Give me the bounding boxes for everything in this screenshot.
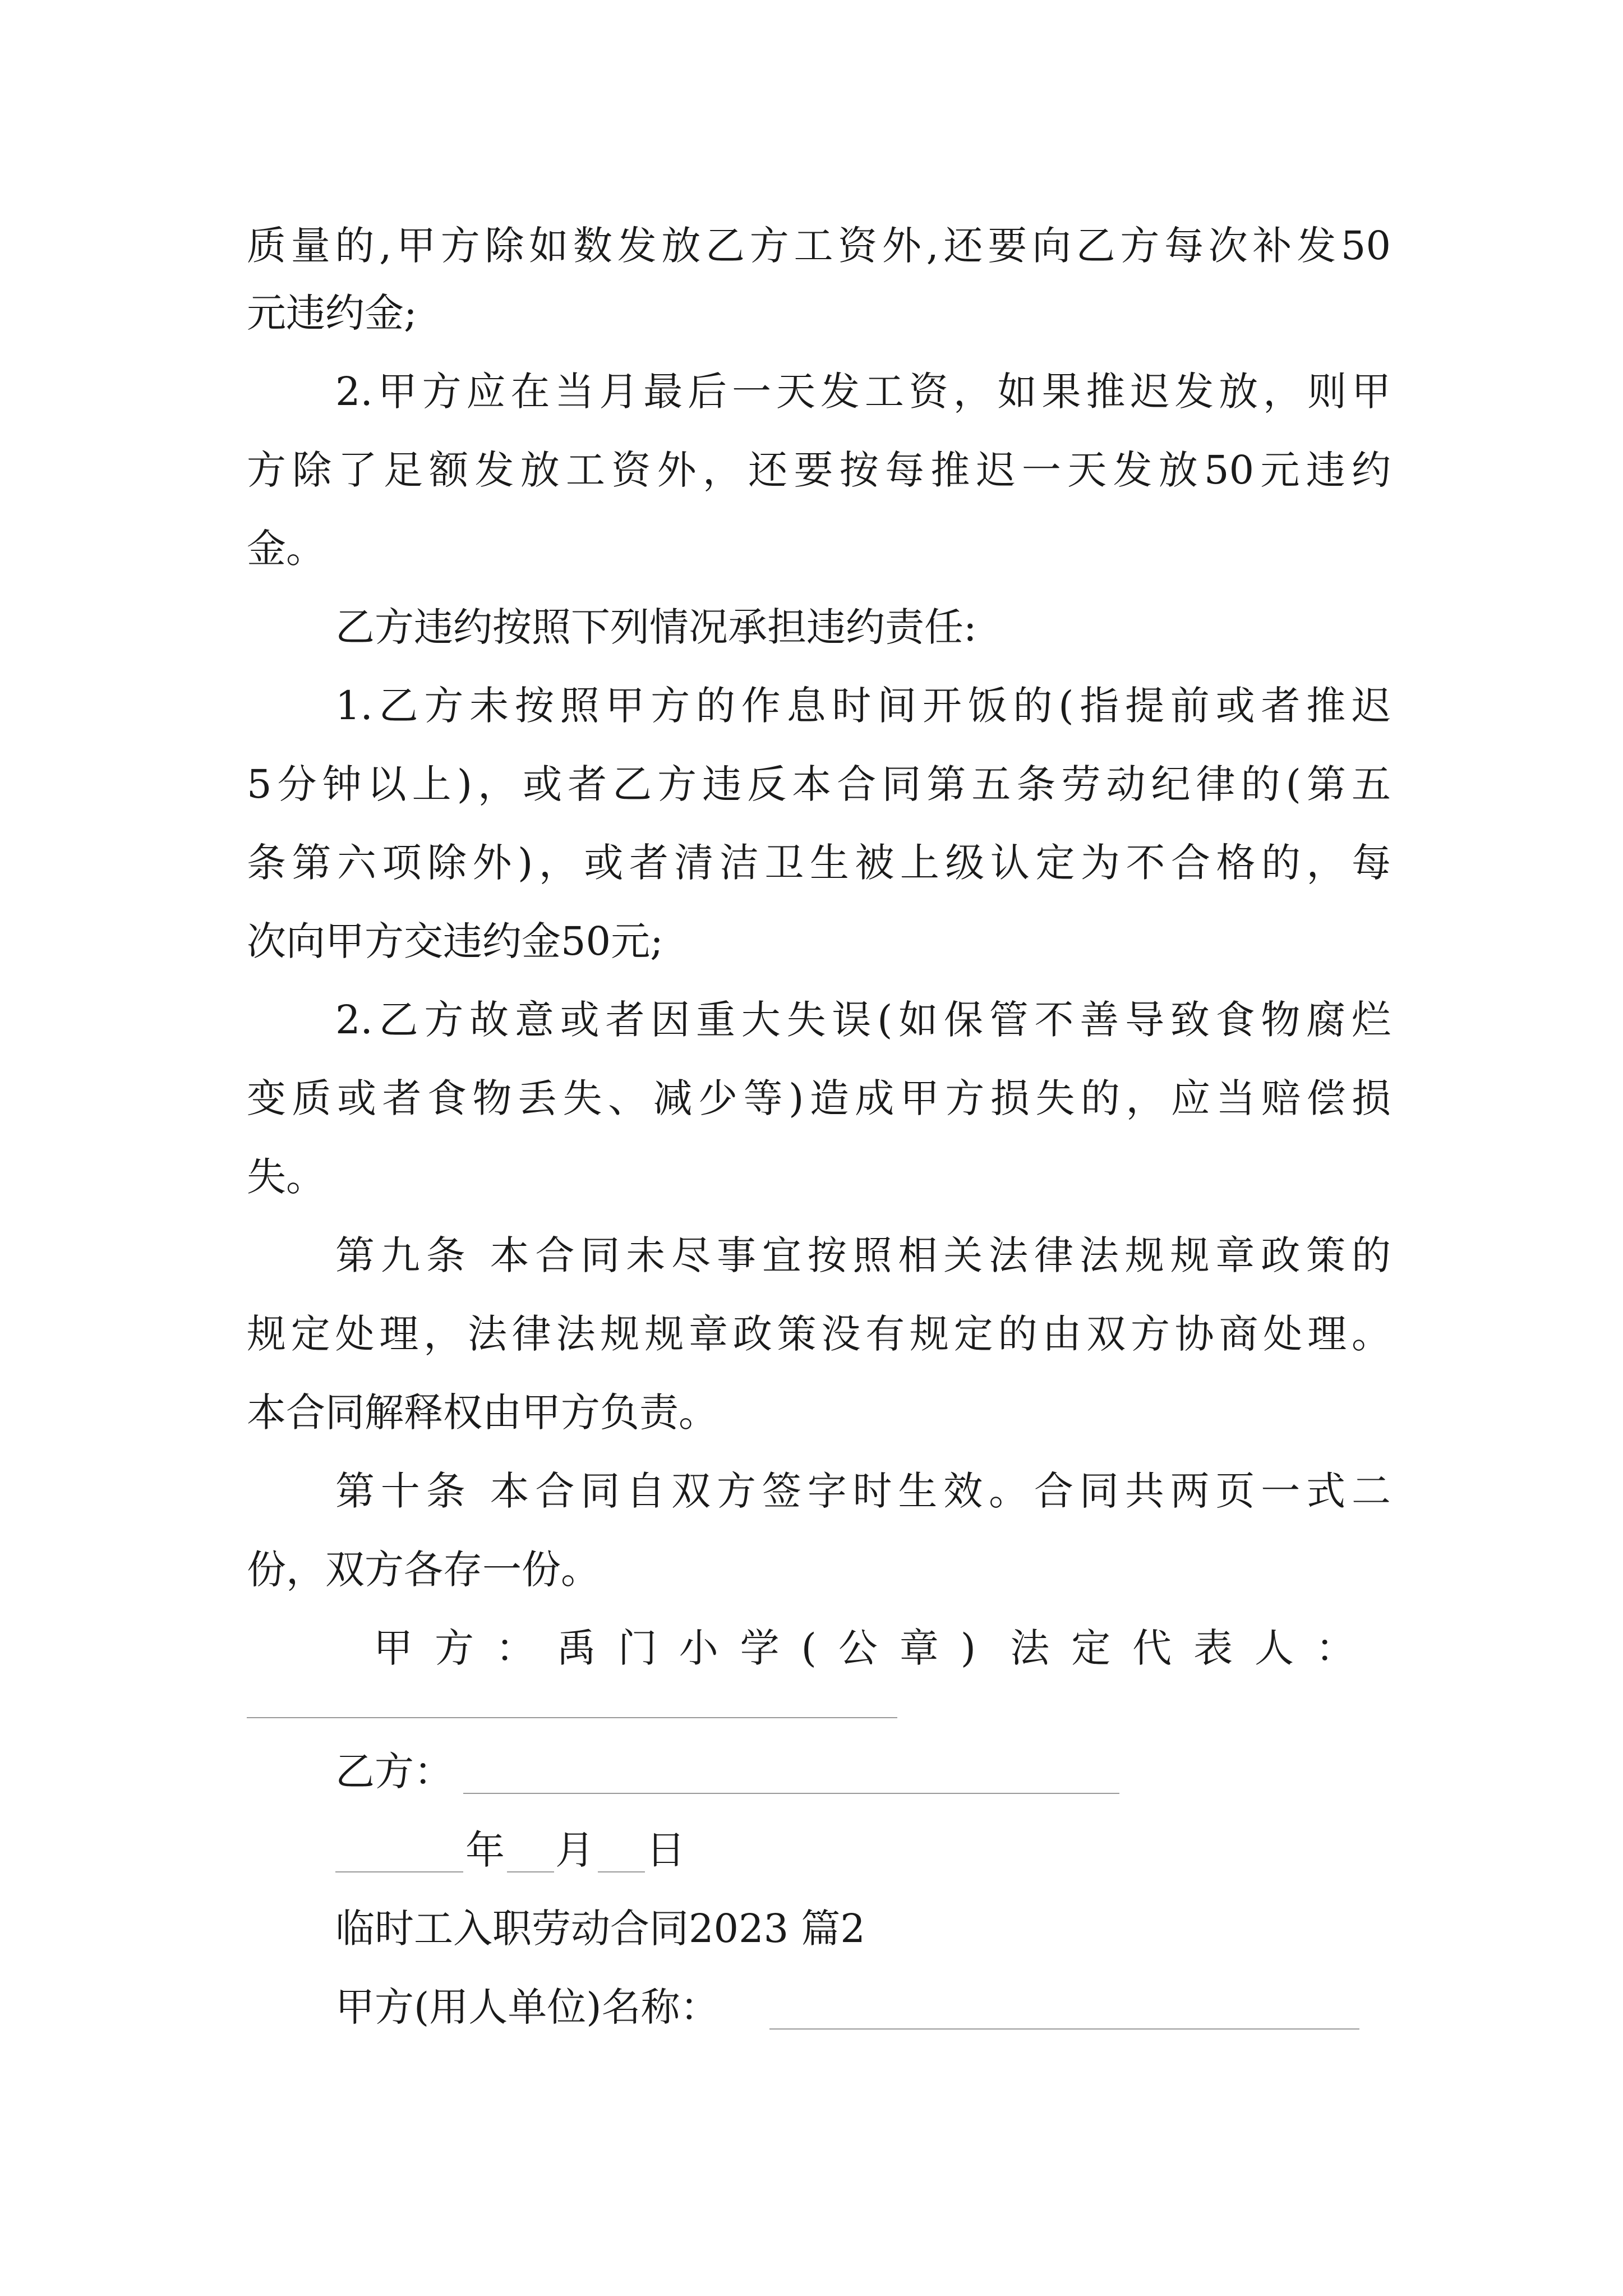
party-b-label: 乙方： (335, 1749, 453, 1795)
paragraph-line: 1.乙方未按照甲方的作息时间开饭的(指提前或者推迟 (335, 683, 1391, 729)
paragraph-line: 第九条 本合同未尽事宜按照相关法律法规规章政策的 (335, 1232, 1391, 1278)
paragraph-line: 份，双方各存一份。 (247, 1547, 600, 1593)
paragraph-line: 2.乙方故意或者因重大失误(如保管不善导致食物腐烂 (335, 997, 1391, 1043)
paragraph-line: 变质或者食物丢失、减少等)造成甲方损失的，应当赔偿损 (247, 1075, 1391, 1121)
paragraph-line: 金。 (247, 526, 325, 572)
paragraph-line: 质量的,甲方除如数发放乙方工资外,还要向乙方每次补发50 (247, 223, 1391, 269)
party-a-representative-blank (247, 1717, 897, 1718)
paragraph-line: 次向甲方交违约金50元; (247, 918, 663, 964)
date-month-blank (507, 1871, 554, 1872)
paragraph-line: 第十条 本合同自双方签字时生效。合同共两页一式二 (335, 1468, 1391, 1514)
section-title: 临时工入职劳动合同2023 篇2 (335, 1906, 865, 1952)
party-b-signature-blank (463, 1793, 1119, 1794)
paragraph-line: 乙方违约按照下列情况承担违约责任: (335, 604, 977, 650)
paragraph-line: 条第六项除外)，或者清洁卫生被上级认定为不合格的，每 (247, 840, 1391, 886)
employer-name-blank (769, 2028, 1359, 2030)
paragraph-line: 规定处理，法律法规规章政策没有规定的由双方协商处理。 (247, 1311, 1391, 1357)
date-day-label: 日 (646, 1827, 685, 1873)
paragraph-line: 失。 (247, 1154, 325, 1200)
employer-name-label: 甲方(用人单位)名称： (335, 1984, 720, 2030)
paragraph-line: 本合同解释权由甲方负责。 (247, 1389, 718, 1435)
paragraph-line: 方除了足额发放工资外，还要按每推迟一天发放50元违约 (247, 447, 1391, 493)
date-year-label: 年 (465, 1827, 505, 1873)
paragraph-line: 5分钟以上)，或者乙方违反本合同第五条劳动纪律的(第五 (247, 761, 1391, 807)
paragraph-line: 2.甲方应在当月最后一天发工资，如果推迟发放，则甲 (335, 369, 1391, 415)
paragraph-line: 元违约金; (247, 290, 417, 336)
date-year-blank (335, 1871, 463, 1872)
date-month-label: 月 (555, 1827, 594, 1873)
date-day-blank (598, 1871, 645, 1872)
party-a-signature-line: 甲方：禹门小学(公章) 法定代表人： (374, 1625, 1355, 1671)
